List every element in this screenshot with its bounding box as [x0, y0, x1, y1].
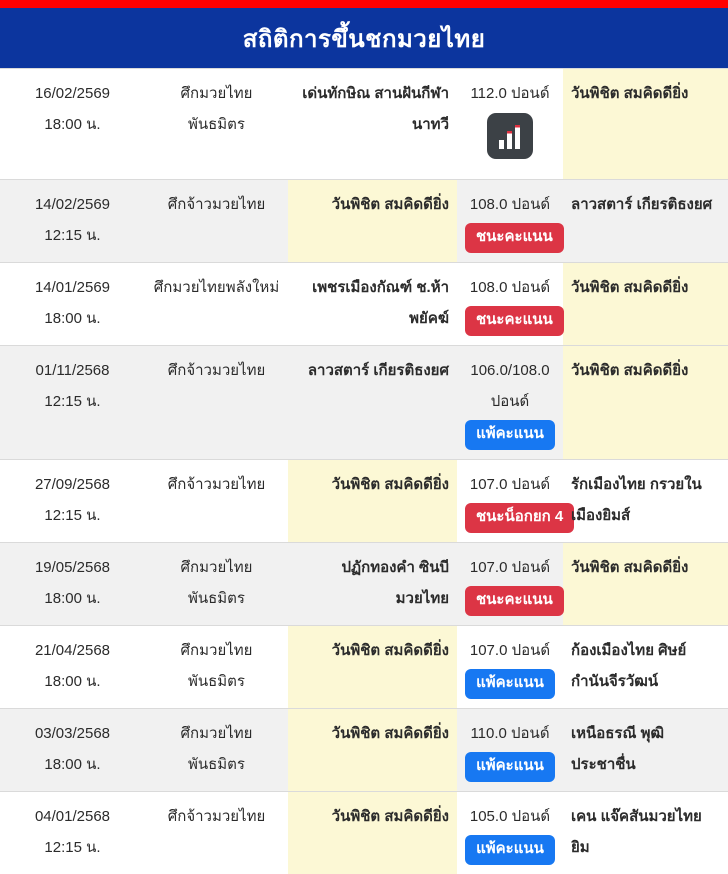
fight-date-cell [0, 626, 145, 709]
red-corner-fighter-name[interactable]: วันพิชิต สมคิดดียิ่ง [332, 808, 449, 825]
win-result-badge: ชนะคะแนน [465, 223, 564, 253]
table-row [0, 792, 728, 874]
blue-corner-fighter-cell[interactable] [563, 543, 728, 626]
event-name: ศึกมวยไทยพันธมิตร [153, 718, 280, 780]
red-corner-fighter-cell[interactable] [288, 709, 457, 792]
fight-history-table [0, 68, 728, 874]
event-name-cell [145, 346, 288, 460]
page-header [0, 8, 728, 68]
red-corner-fighter-cell[interactable] [288, 346, 457, 460]
weight-result-cell [457, 180, 563, 263]
event-name: ศึกมวยไทยพันธมิตร [153, 635, 280, 697]
event-name-cell [145, 709, 288, 792]
fight-date-cell [0, 792, 145, 874]
red-corner-fighter-name[interactable]: เพชรเมืองกัณฑ์ ช.ห้าพยัคฆ์ [312, 279, 449, 327]
blue-corner-fighter-name[interactable]: เหนือธรณี พุฒิประชาชื่น [571, 725, 664, 773]
weight-result-cell [457, 792, 563, 874]
red-corner-fighter-name[interactable]: ลาวสตาร์ เกียรติธงยศ [308, 362, 449, 379]
weight-label: 108.0 ปอนด์ [465, 272, 555, 303]
weight-label: 110.0 ปอนด์ [465, 718, 555, 749]
weight-result-cell [457, 69, 563, 180]
blue-corner-fighter-cell[interactable] [563, 792, 728, 874]
red-corner-fighter-cell[interactable] [288, 460, 457, 543]
win-result-badge: ชนะน็อกยก 4 [465, 503, 574, 533]
fight-date-cell [0, 180, 145, 263]
red-corner-fighter-name[interactable]: วันพิชิต สมคิดดียิ่ง [332, 725, 449, 742]
weight-label: 106.0/108.0 ปอนด์ [465, 355, 555, 417]
fight-time: 12:15 น. [8, 500, 137, 531]
fight-time: 18:00 น. [8, 109, 137, 140]
red-corner-fighter-name[interactable]: เด่นทักษิณ สานฝันกีฬานาทวี [302, 85, 449, 133]
fight-date-cell [0, 460, 145, 543]
win-result-badge: ชนะคะแนน [465, 586, 564, 616]
event-name: ศึกจ้าวมวยไทย [153, 469, 280, 500]
red-corner-fighter-cell[interactable] [288, 626, 457, 709]
fight-time: 18:00 น. [8, 666, 137, 697]
fight-date-cell [0, 709, 145, 792]
fight-date: 16/02/2569 [8, 78, 137, 109]
fight-date: 21/04/2568 [8, 635, 137, 666]
bar-chart-icon [487, 116, 533, 156]
blue-corner-fighter-name[interactable]: เคน แจ๊คสันมวยไทยยิม [571, 808, 702, 856]
weight-result-cell [457, 460, 563, 543]
loss-result-badge: แพ้คะแนน [465, 835, 555, 865]
stats-chart-button[interactable] [487, 113, 533, 159]
weight-result-cell [457, 346, 563, 460]
fight-date: 27/09/2568 [8, 469, 137, 500]
blue-corner-fighter-name[interactable]: วันพิชิต สมคิดดียิ่ง [571, 559, 688, 576]
fight-date-cell [0, 263, 145, 346]
fight-time: 12:15 น. [8, 220, 137, 251]
weight-result-cell [457, 263, 563, 346]
fight-date-cell [0, 543, 145, 626]
fight-date: 03/03/2568 [8, 718, 137, 749]
red-corner-fighter-name[interactable]: วันพิชิต สมคิดดียิ่ง [332, 642, 449, 659]
weight-label: 107.0 ปอนด์ [465, 552, 555, 583]
event-name: ศึกจ้าวมวยไทย [153, 801, 280, 832]
red-corner-fighter-name[interactable]: วันพิชิต สมคิดดียิ่ง [332, 196, 449, 213]
table-row [0, 460, 728, 543]
blue-corner-fighter-name[interactable]: วันพิชิต สมคิดดียิ่ง [571, 362, 688, 379]
red-corner-fighter-cell[interactable] [288, 180, 457, 263]
blue-corner-fighter-cell[interactable] [563, 263, 728, 346]
red-corner-fighter-cell[interactable] [288, 792, 457, 874]
weight-label: 107.0 ปอนด์ [465, 635, 555, 666]
loss-result-badge: แพ้คะแนน [465, 669, 555, 699]
blue-corner-fighter-name[interactable]: รักเมืองไทย กรวยในเมืองยิมส์ [571, 476, 702, 524]
fight-date-cell [0, 69, 145, 180]
event-name: ศึกมวยไทยพันธมิตร [153, 78, 280, 140]
blue-corner-fighter-cell[interactable] [563, 626, 728, 709]
table-row [0, 543, 728, 626]
weight-label: 107.0 ปอนด์ [465, 469, 555, 500]
red-corner-fighter-name[interactable]: ปฏักทองคำ ซินบีมวยไทย [342, 559, 449, 607]
weight-result-cell [457, 626, 563, 709]
table-row [0, 180, 728, 263]
blue-corner-fighter-cell[interactable] [563, 69, 728, 180]
event-name: ศึกมวยไทยพลังใหม่ [153, 272, 280, 303]
table-row [0, 346, 728, 460]
fight-table-body [0, 69, 728, 874]
fight-date-cell [0, 346, 145, 460]
loss-result-badge: แพ้คะแนน [465, 420, 555, 450]
red-corner-fighter-name[interactable]: วันพิชิต สมคิดดียิ่ง [332, 476, 449, 493]
event-name-cell [145, 792, 288, 874]
table-row [0, 69, 728, 180]
win-result-badge: ชนะคะแนน [465, 306, 564, 336]
fight-date: 04/01/2568 [8, 801, 137, 832]
blue-corner-fighter-name[interactable]: ลาวสตาร์ เกียรติธงยศ [571, 196, 712, 213]
weight-label: 108.0 ปอนด์ [465, 189, 555, 220]
event-name: ศึกจ้าวมวยไทย [153, 189, 280, 220]
fight-date: 14/01/2569 [8, 272, 137, 303]
red-corner-fighter-cell[interactable] [288, 263, 457, 346]
top-red-stripe [0, 0, 728, 8]
event-name-cell [145, 626, 288, 709]
weight-label: 105.0 ปอนด์ [465, 801, 555, 832]
table-row [0, 709, 728, 792]
blue-corner-fighter-cell[interactable] [563, 709, 728, 792]
event-name-cell [145, 460, 288, 543]
blue-corner-fighter-name[interactable]: วันพิชิต สมคิดดียิ่ง [571, 85, 688, 102]
red-corner-fighter-cell[interactable] [288, 543, 457, 626]
blue-corner-fighter-name[interactable]: วันพิชิต สมคิดดียิ่ง [571, 279, 688, 296]
fight-time: 18:00 น. [8, 583, 137, 614]
blue-corner-fighter-name[interactable]: ก้องเมืองไทย ศิษย์กำนันจีรวัฒน์ [571, 642, 686, 690]
blue-corner-fighter-cell[interactable] [563, 460, 728, 543]
table-row [0, 263, 728, 346]
weight-result-cell [457, 543, 563, 626]
fight-time: 12:15 น. [8, 386, 137, 417]
blue-corner-fighter-cell[interactable] [563, 180, 728, 263]
event-name-cell [145, 69, 288, 180]
page-title: สถิติการขึ้นชกมวยไทย [243, 19, 486, 58]
fight-date: 19/05/2568 [8, 552, 137, 583]
blue-corner-fighter-cell[interactable] [563, 346, 728, 460]
event-name-cell [145, 263, 288, 346]
weight-result-cell [457, 709, 563, 792]
fight-time: 12:15 น. [8, 832, 137, 863]
event-name: ศึกมวยไทยพันธมิตร [153, 552, 280, 614]
table-row [0, 626, 728, 709]
fight-date: 14/02/2569 [8, 189, 137, 220]
weight-label: 112.0 ปอนด์ [465, 78, 555, 109]
fight-date: 01/11/2568 [8, 355, 137, 386]
fight-time: 18:00 น. [8, 303, 137, 334]
fight-time: 18:00 น. [8, 749, 137, 780]
event-name-cell [145, 180, 288, 263]
event-name: ศึกจ้าวมวยไทย [153, 355, 280, 386]
event-name-cell [145, 543, 288, 626]
red-corner-fighter-cell[interactable] [288, 69, 457, 180]
loss-result-badge: แพ้คะแนน [465, 752, 555, 782]
